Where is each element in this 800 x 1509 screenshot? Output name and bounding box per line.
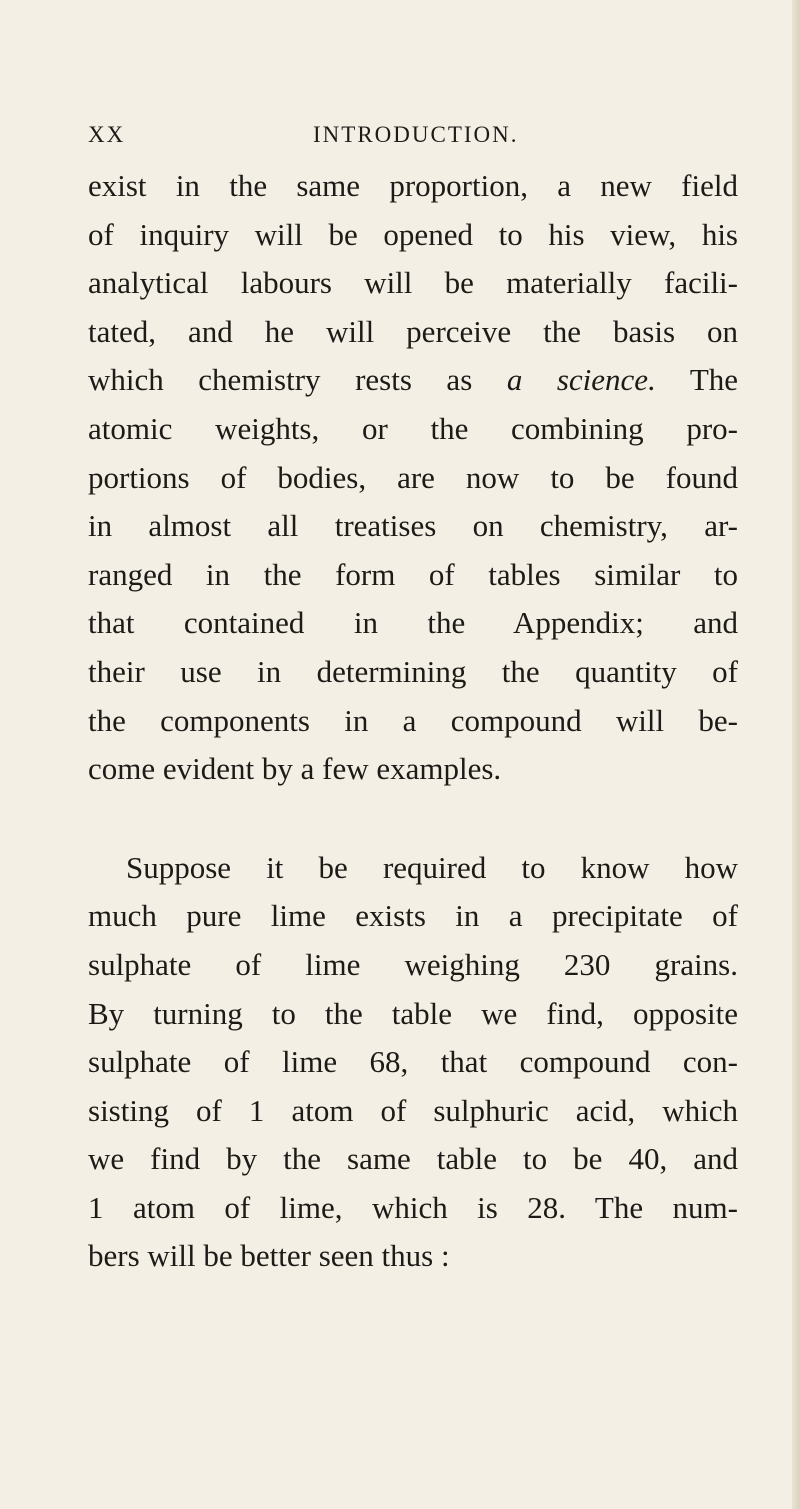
text-line: much pure lime exists in a precipitate of	[88, 898, 738, 934]
text-line: the components in a compound will be-	[88, 702, 738, 738]
text-line: sulphate of lime weighing 230 grains.	[88, 946, 738, 982]
text-line: come evident by a few examples.	[88, 751, 502, 787]
text-line: analytical labours will be materially facili-	[88, 265, 738, 301]
text-line: ranged in the form of tables similar to	[88, 556, 738, 592]
text-line: sulphate of lime 68, that compound con-	[88, 1044, 738, 1080]
text-line: in almost all treatises on chemistry, ar-	[88, 508, 738, 544]
paragraph-2	[88, 844, 738, 1281]
text-line: portions of bodies, are now to be found	[88, 459, 738, 495]
text-line: we find by the same table to be 40, and	[88, 1141, 738, 1177]
paragraph-1	[88, 162, 738, 794]
text-line: 1 atom of lime, which is 28. The num-	[88, 1189, 738, 1225]
text-segment: The	[689, 362, 739, 398]
italic-phrase: a science.	[506, 362, 656, 398]
text-line: of inquiry will be opened to his view, his	[88, 216, 738, 252]
text-segment: which chemistry rests as	[88, 362, 473, 398]
page-title: INTRODUCTION.	[313, 122, 519, 147]
text-line: that contained in the Appendix; and	[88, 605, 738, 641]
text-line: bers will be better seen thus :	[88, 1238, 450, 1274]
text-line	[88, 356, 738, 405]
text-line: By turning to the table we find, opposite	[88, 995, 738, 1031]
page-edge	[792, 0, 800, 1509]
text-line: sisting of 1 atom of sulphuric acid, which	[88, 1092, 738, 1128]
text-line: their use in determining the quantity of	[88, 653, 738, 689]
running-head	[88, 122, 728, 162]
text-line: exist in the same proportion, a new field	[88, 168, 738, 203]
text-line: Suppose it be required to know how	[126, 849, 738, 885]
page-number: XX	[88, 122, 126, 147]
text-line: atomic weights, or the combining pro-	[88, 410, 738, 446]
body-text	[88, 162, 738, 1281]
paragraph-gap	[88, 794, 738, 844]
text-line: tated, and he will perceive the basis on	[88, 313, 738, 349]
